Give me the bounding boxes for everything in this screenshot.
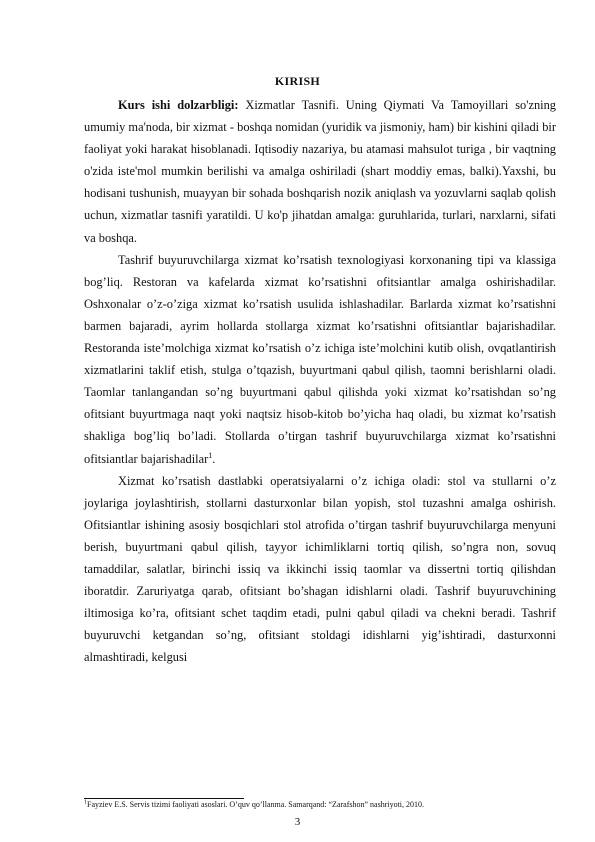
paragraph-service-operations — [84, 470, 556, 669]
paragraph-end: . — [212, 451, 216, 466]
section-title: KIRISH — [274, 74, 321, 88]
footnote — [84, 800, 556, 810]
body-text — [84, 94, 556, 668]
footnote-reference[interactable]: 1 — [208, 450, 213, 460]
paragraph-relevance — [84, 94, 556, 249]
footnote-text: Fayziev E.S. Servis tizimi faoliyati asoslari. O’quv qo’llanma. Samarqand: “Zarafshon” nashriyoti, 2010. — [87, 800, 425, 809]
paragraph-text: Tashrif buyuruvchilarga xizmat ko’rsatish texnologiyasi korxonaning tipi va klassiga bog’liq. Restoran va kafelarda xizmat ko’rsatishni ofitsiantlar amalga oshirishadilar. Oshxonalar o’z-o’ziga xizmat ko’rsatish usulida ishlashadilar. Barlarda xizmat ko’rsatishni barmen bajaradi, ayrim hollarda stollarga xizmat ko’rsatishni ofitsiantlar bajarishadilar. Restoranda iste’molchiga xizmat ko’rsatish o’z ichiga iste’molchini kutib olish, ovqatlantirish xizmatlarini taklif etish, stulga o’tqazish, buyurtmani qabul qilish, taomni berishlarni oladi. Taomlar tanlangandan so’ng buyurtmani qabul qilishda yoki xizmat ko’rsatishdan so’ng ofitsiant buyurtmaga naqt yoki naqtsiz hisob-kitob bo’yicha haq oladi, bu xizmat ko’rsatish shakliga bog’liq bo’ladi. Stollarda o’tirgan tashrif buyuruvchilarga xizmat ko’rsatishni ofitsiantlar bajarishadilar — [84, 252, 556, 466]
paragraph-service-technology — [84, 249, 556, 470]
page-number: 3 — [294, 816, 301, 828]
footnote-divider — [84, 798, 244, 799]
paragraph-text: Xizmatlar Tasnifi. Uning Qiymati Va Tamoyillari so'zning umumiy ma'noda, bir xizmat - boshqa nomidan (yuridik va jismoniy, ham) bir kishini qiladi bir faoliyat yoki harakat hisoblanadi. Iqtisodiy nazariya, bu atamasi mahsulot turiga , bir vaqtning o'zida iste'mol mumkin berilishi va amalga oshiriladi (shart moddiy emas, balki).Yaxshi, bu hodisani tushunish, muayyan bir sohada boshqarish nozik aniqlash va yozuvlarni saqlab qolish uchun, xizmatlar tasnifi yaratildi. U ko'p jihatdan amalga: guruhlarida, turlari, narxlarni, sifati va boshqa. — [84, 98, 556, 245]
paragraph-text: Xizmat ko’rsatish dastlabki operatsiyalarni o’z ichiga oladi: stol va stullarni o’z joylariga joylashtirish, stollarni dasturxonlar bilan yopish, stol tuzashni amalga oshirish. Ofitsiantlar ishining asosiy bosqichlari stol atrofida o’tirgan tashrif buyuruvchilarga menyuni berish, buyurtmani qabul qilish, tayyor ichimliklarni tortiq qilish, so’ngra non, sovuq tamaddilar, salatlar, birinchi issiq va ikkinchi issiq taomlar va dissertni tortiq qilishdan iboratdir. Zaruriyatga qarab, ofitsiant bo’shagan idishlarni oladi. Tashrif buyuruvchining iltimosiga ko’ra, ofitsiant schet taqdim etadi, pulni qabul qiladi va chekni beradi. Tashrif buyuruvchi ketgandan so’ng, ofitsiant stoldagi idishlarni yig’ishtiradi, dasturxonni almashtiradi, kelgusi — [84, 473, 556, 665]
paragraph-lead: Kurs ishi dolzarbligi: — [118, 98, 239, 112]
footnote-marker: 1 — [84, 799, 87, 806]
